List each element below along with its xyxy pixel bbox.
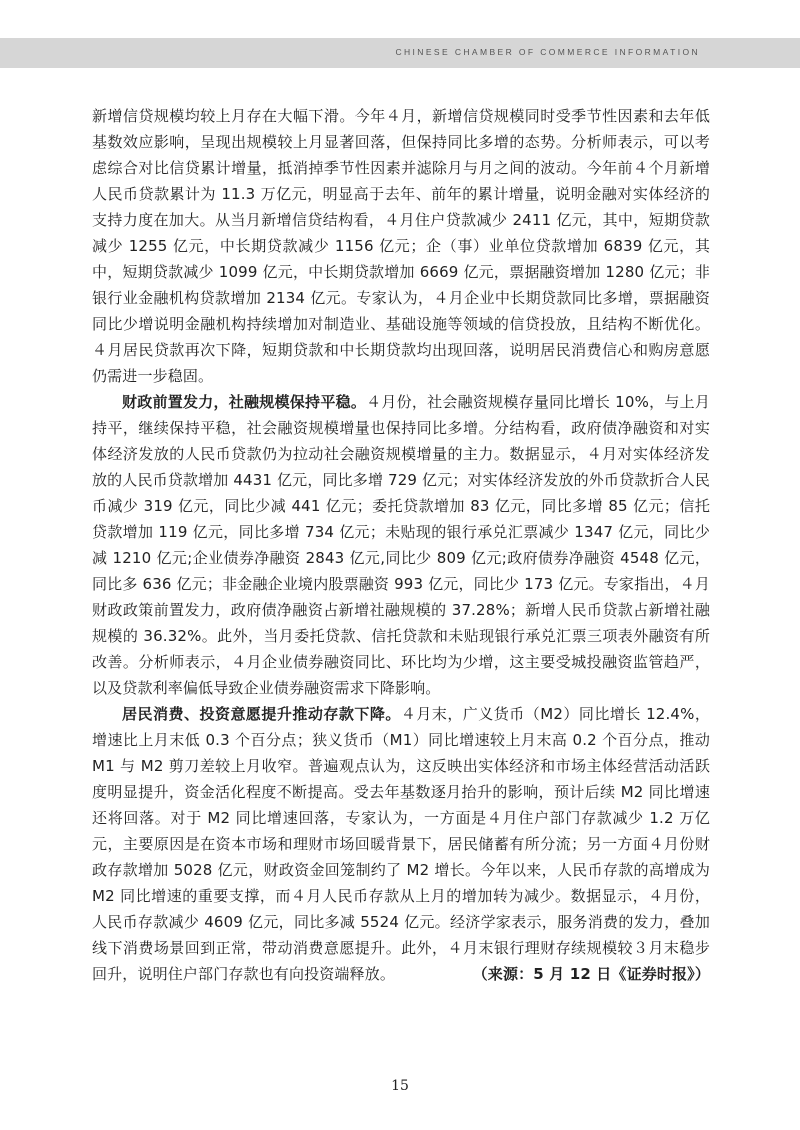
header-band [0,38,800,68]
source-citation: （来源：5 月 12 日《证券时报》） [472,965,710,983]
paragraph-lead-heading: 财政前置发力，社融规模保持平稳。 [122,393,367,411]
running-title: CHINESE CHAMBER OF COMMERCE INFORMATION [395,47,700,57]
paragraph-social-financing [92,389,710,701]
article-body [92,103,710,987]
paragraph-body-text: ４月末，广义货币（M2）同比增长 12.4%，增速比上月末低 0.3 个百分点；狭义货币（M1）同比增速较上月末高 0.2 个百分点，推动 M1 与 M2 剪刀差较上月收窄。普遍观点认为，这反映出实体经济和市场主体经营活动活跃度明显提升，资金活化程度不断提高。受去年基数逐月抬升的影响，预计后续 M2 同比增速还将回落。对于 M2 同比增速回落，专家认为，一方面是４月住户部门存款减少 1.2 万亿元，主要原因是在资本市场和理财市场回暖背景下，居民储蓄有所分流；另一方面４月份财政存款增加 5028 亿元，财政资金回笼制约了 M2 增长。今年以来，人民币存款的高增成为 M2 同比增速的重要支撑，而４月人民币存款从上月的增加转为减少。数据显示，４月份，人民币存款减少 4609 亿元，同比多减 5524 亿元。经济学家表示，服务消费的发力，叠加线下消费场景回到正常，带动消费意愿提升。此外，４月末银行理财存续规模较３月末稳步回升，说明住户部门存款也有向投资端释放。 [92,705,710,983]
paragraph-body-text: ４月份，社会融资规模存量同比增长 10%，与上月持平，继续保持平稳，社会融资规模增量也保持同比多增。分结构看，政府债净融资和对实体经济发放的人民币贷款仍为拉动社会融资规模增量的主力。数据显示，４月对实体经济发放的人民币贷款增加 4431 亿元，同比多增 729 亿元；对实体经济发放的外币贷款折合人民币减少 319 亿元，同比少减 441 亿元；委托贷款增加 83 亿元，同比多增 85 亿元；信托贷款增加 119 亿元，同比多增 734 亿元；未贴现的银行承兑汇票减少 1347 亿元，同比少减 1210 亿元;企业债券净融资 2843 亿元,同比少 809 亿元;政府债券净融资 4548 亿元，同比多 636 亿元；非金融企业境内股票融资 993 亿元，同比少 173 亿元。专家指出，４月财政政策前置发力，政府债净融资占新增社融规模的 37.28%；新增人民币贷款占新增社融规模的 36.32%。此外，当月委托贷款、信托贷款和未贴现银行承兑汇票三项表外融资有所改善。分析师表示，４月企业债券融资同比、环比均为少增，这主要受城投融资监管趋严，以及贷款利率偏低导致企业债券融资需求下降影响。 [92,393,710,697]
paragraph-deposits [92,701,710,987]
page-number: 15 [391,1078,409,1094]
paragraph-credit: 新增信贷规模均较上月存在大幅下滑。今年４月，新增信贷规模同时受季节性因素和去年低基数效应影响，呈现出规模较上月显著回落，但保持同比多增的态势。分析师表示，可以考虑综合对比信贷累计增量，抵消掉季节性因素并滤除月与月之间的波动。今年前４个月新增人民币贷款累计为 11.3 万亿元，明显高于去年、前年的累计增量，说明金融对实体经济的支持力度在加大。从当月新增信贷结构看，４月住户贷款减少 2411 亿元，其中，短期贷款减少 1255 亿元，中长期贷款减少 1156 亿元；企（事）业单位贷款增加 6839 亿元，其中，短期贷款减少 1099 亿元，中长期贷款增加 6669 亿元，票据融资增加 1280 亿元；非银行业金融机构贷款增加 2134 亿元。专家认为，４月企业中长期贷款同比多增，票据融资同比少增说明金融机构持续增加对制造业、基础设施等领域的信贷投放，且结构不断优化。４月居民贷款再次下降，短期贷款和中长期贷款均出现回落，说明居民消费信心和购房意愿仍需进一步稳固。 [92,107,710,385]
paragraph-lead-heading: 居民消费、投资意愿提升推动存款下降。 [122,705,401,723]
